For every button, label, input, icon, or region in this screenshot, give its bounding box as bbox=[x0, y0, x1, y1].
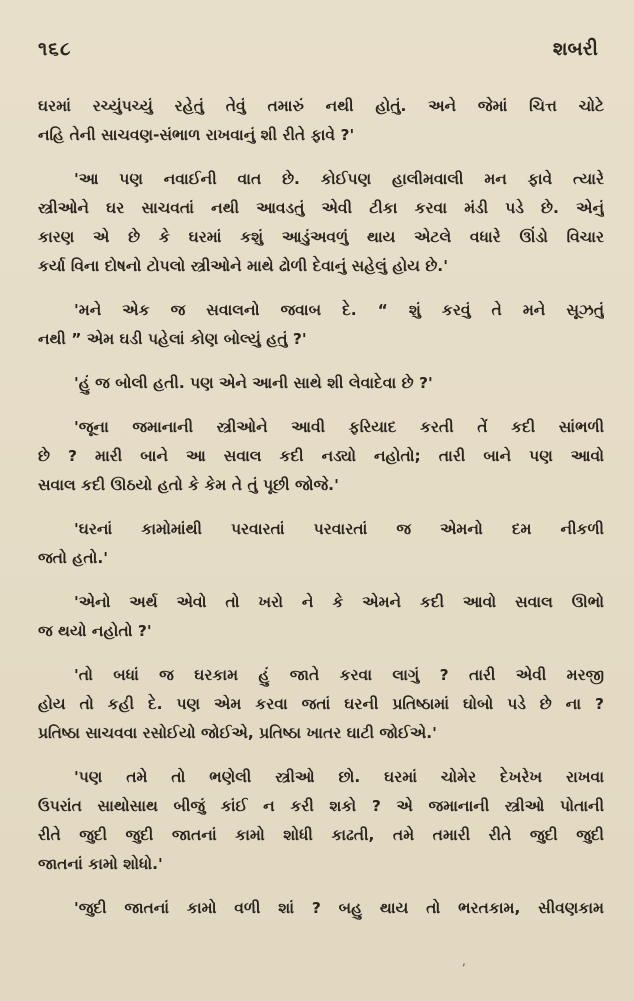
text-line: ઉપરાંત સાથોસાથ બીજું કાંઈ ન કરી શકો ? એ જમાનાની સ્ત્રીઓ પોતાની bbox=[38, 797, 604, 815]
text-line: સવાલ કદી ઊઠયો હતો કે કેમ તે તું પૂછી જોજે.' bbox=[38, 476, 339, 494]
text-line: 'હું જ બોલી હતી. પણ એને આની સાથે શી લેવાદેવા છે ?' bbox=[74, 374, 433, 392]
text-line: કર્યા વિના દોષનો ટોપલો સ્ત્રીઓને માથે ઢોળી દેવાનું સહેલું હોય છે.' bbox=[38, 257, 448, 275]
text-line: જાતનાં કામો શોધો.' bbox=[38, 855, 163, 873]
text-line: હોય તો કહી દે. પણ એમ કરવા જતાં ઘરની પ્રતિષ્ઠામાં ઘોબો પડે છે ના ? bbox=[38, 695, 604, 713]
text-line: 'ઘરનાં કામોમાંથી પરવારતાં પરવારતાં જ એમનો દમ નીકળી bbox=[74, 520, 604, 538]
text-line: 'પણ તમે તો ભણેલી સ્ત્રીઓ છો. ઘરમાં ચોમેર દેખરેખ રાખવા bbox=[74, 768, 604, 786]
text-line: છે ? મારી બાને આ સવાલ કદી નડ્યો નહોતો; તારી બાને પણ આવો bbox=[38, 447, 604, 465]
text-line: જતો હતો.' bbox=[38, 549, 109, 567]
text-line: 'જૂના જમાનાની સ્ત્રીઓને આવી ફરિયાદ કરતી તેં કદી સાંભળી bbox=[74, 418, 604, 436]
text-line: સ્ત્રીઓને ઘર સાચવતાં નથી આવડતું એવી ટીકા કરવા મંડી પડે છે. એનું bbox=[38, 199, 604, 217]
text-line: પ્રતિષ્ઠા સાચવવા રસોઈયો જોઈએ, પ્રતિષ્ઠા ખાતર ઘાટી જોઈએ.' bbox=[38, 724, 437, 742]
text-line: 'એનો અર્થ એવો તો ખરો ને કે એમને કદી આવો સવાલ ઊભો bbox=[74, 593, 604, 611]
page-number: ૧૬૮ bbox=[38, 38, 72, 60]
text-line: નથી ” એમ ઘડી પહેલાં કોણ બોલ્યું હતું ?' bbox=[38, 330, 307, 348]
print-speck: , bbox=[462, 954, 466, 968]
text-line: જ થયો નહોતો ?' bbox=[38, 622, 152, 640]
text-line: ઘરમાં રચ્યુંપચ્યું રહેતું તેવું તમારું નથી હોતું. અને જેમાં ચિત્ત ચોટે bbox=[38, 97, 604, 115]
text-line: કારણ એ છે કે ઘરમાં કશું આડુંઅવળું થાય એટલે વધારે ઊંડો વિચાર bbox=[38, 228, 604, 246]
text-line: નહિ તેની સાચવણ-સંભાળ રાખવાનું શી રીતે ફાવે ?' bbox=[38, 126, 355, 144]
page-header bbox=[38, 38, 598, 68]
running-head: શબરી bbox=[552, 38, 598, 60]
text-line: 'તો બધાં જ ઘરકામ હું જાતે કરવા લાગું ? તારી એવી મરજી bbox=[74, 666, 604, 684]
text-line: 'મને એક જ સવાલનો જવાબ દે. “ શું કરવું તે મને સૂઝતું bbox=[74, 301, 604, 319]
text-line: 'આ પણ નવાઈની વાત છે. કોઈપણ હાલીમવાલી મન ફાવે ત્યારે bbox=[74, 170, 604, 188]
body-text bbox=[38, 92, 604, 923]
text-line: રીતે જુદી જુદી જાતનાં કામો શોધી કાઢતી, તમે તમારી રીતે જુદી જુદી bbox=[38, 826, 604, 844]
text-line: 'જુદી જાતનાં કામો વળી શાં ? બહુ થાય તો ભરતકામ, સીવણકામ bbox=[74, 899, 604, 917]
